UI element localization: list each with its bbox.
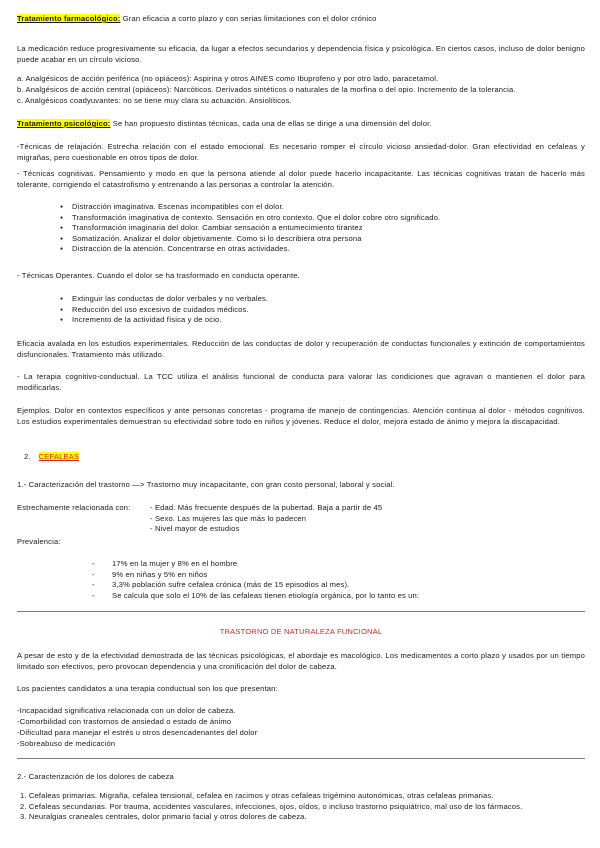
- oper-list: [60, 294, 580, 326]
- prev-list: [92, 559, 572, 601]
- estr-label: Estrechamente relacionada con:: [17, 503, 131, 512]
- list-item: - 9% en niñas y 5% en niños: [92, 570, 572, 581]
- cefaleas-caract: 1.- Caracterización del trastorno —> Trastorno muy incapacitante, con gran costo personal, laboral y social.: [17, 480, 395, 489]
- cefaleas-number: 2.: [24, 452, 31, 461]
- funcional-p1: A pesar de esto y de la efectividad demostrada de las técnicas psicológicas, el abordaje es macológico. Los medicamentos a corto plazo y usados por un tiempo limitado son efectivos, pero provocan dependencia y una cronificación del dolor de cabeza.: [17, 651, 585, 671]
- psico-oper: - Técnicas Operantes. Cuando el dolor se ha trasformado en conducta operante.: [17, 271, 300, 280]
- list-item: ● Distracción de la atención. Concentrarse en otras actividades.: [60, 244, 580, 255]
- estr-list: [150, 503, 382, 535]
- list-item: ● Extinguir las conductas de dolor verbales y no verbales.: [60, 294, 580, 305]
- psico-heading-rest: Se han propuesto distintas técnicas, cada una de ellas se dirige a una dimensión del dolor.: [110, 119, 432, 128]
- psico-cogn: - Técnicas cognitivas. Pensamiento y modo en que la persona atiende al dolor puede hacerlo incapacitante. Las técnicas cognitivas tratan de hacerlo más tolerante, corrigiendo el catastrofismo y entrenando a las personas a controlar la atención.: [17, 169, 585, 189]
- psico-relax: -Técnicas de relajación. Estrecha relación con el estado emocional. Es necesario romper el círculo vicioso ansiedad-dolor. Gran efectividad en cefaleas y migrañas, pero cuestionable en otros tipos de dolor.: [17, 142, 585, 162]
- funcional-item: -Dificultad para manejar el estrés u otros desencadenantes del dolor: [17, 728, 258, 737]
- funcional-item: -Incapacidad significativa relacionada con un dolor de cabeza.: [17, 706, 236, 715]
- list-item: 1. Cefaleas primarias. Migraña, cefalea tensional, cefalea en racimos y otras cefaleas trigémino autonómicas, otras cefaleas primarias.: [20, 791, 494, 800]
- funcional-p2: Los pacientes candidatos a una terapia conductual son los que presentan:: [17, 684, 278, 693]
- farm-heading-rest: Gran eficacia a corto plazo y con serias limitaciones con el dolor crónico: [120, 14, 377, 23]
- funcional-item: -Sobreabuso de medicación: [17, 739, 116, 748]
- list-item: - Se calcula que solo el 10% de las cefaleas tienen etiología orgánica, por lo tanto es un:: [92, 591, 572, 602]
- psico-heading: Tratamiento psicológico:: [17, 119, 111, 128]
- list-item: 3. Neuralgias craneales centrales, dolor primario facial y otros dolores de cabeza.: [20, 812, 307, 822]
- farm-item-c: c. Analgésicos coadyuvantes: no se tiene muy clara su actuación. Ansiolíticos.: [17, 96, 292, 105]
- farm-item-a: a. Analgésicos de acción periférica (no opiáceos): Aspirina y otros AINES como Ibuprofeno y por otro lado, paracetamol.: [17, 74, 439, 83]
- list-item: ● Somatización. Analizar el dolor objetivamente. Como si lo describiera otra persona: [60, 234, 580, 245]
- farm-intro: La medicación reduce progresivamente su eficacia, da lugar a efectos secundarios y dependencia física y psicológica. En ciertos casos, incluso de dolor benigno puede acabar en un círculo vicioso.: [17, 44, 585, 64]
- farm-heading-line: [17, 14, 585, 25]
- list-item: - 17% en la mujer y 8% en el hombre: [92, 559, 572, 570]
- divider: [17, 611, 585, 612]
- psico-tcc: - La terapia cognitivo-conductual. La TCC utiliza el análisis funcional de conducta para valorar las condiciones que agravan o mantienen el dolor para modificarlas.: [17, 372, 585, 392]
- list-item: ● Distracción imaginativa. Escenas incompatibles con el dolor.: [60, 202, 580, 213]
- list-item: ● Incremento de la actividad física y de ocio.: [60, 315, 580, 326]
- cefaleas-title: CEFALEAS: [38, 452, 80, 461]
- funcional-item: -Comorbilidad con trastornos de ansiedad o estado de ánimo: [17, 717, 232, 726]
- cogn-list: [60, 202, 580, 255]
- caract-dolores-list: [20, 791, 590, 823]
- list-item: - 3,3% población sufre cefalea crónica (más de 15 episodios al mes).: [92, 580, 572, 591]
- farm-item-b: b. Analgésicos de acción central (opiáceos): Narcóticos. Derivados sintéticos o naturales de la morfina o del opio. Incremento de la tolerancia.: [17, 85, 516, 94]
- prev-label: Prevalencia:: [17, 537, 61, 546]
- divider: [17, 758, 585, 759]
- list-item: - Nivel mayor de estudios: [150, 524, 240, 533]
- list-item: - Sexo. Las mujeres las que más lo padecen: [150, 513, 307, 523]
- caract-dolores-heading: 2.- Caracterización de los dolores de cabeza: [17, 772, 174, 781]
- list-item: ● Reducción del uso excesivo de cuidados médicos.: [60, 305, 580, 316]
- list-item: 2. Cefaleas secundarias. Por trauma, accidentes vasculares, infecciones, ojos, oídos, o incluso trastorno psiquiátrico, mal uso de los fármacos.: [20, 801, 523, 811]
- list-item: ● Transformación imaginativa de contexto. Sensación en otro contexto. Que el dolor cobre otro significado.: [60, 213, 580, 224]
- psico-eficacia: Eficacia avalada en los estudios experimentales. Reducción de las conductas de dolor y recuperación de conductas funcionales y extinción de comportamientos disfuncionales. Tratamiento más utilizado.: [17, 339, 585, 359]
- psico-heading-line: [17, 119, 585, 130]
- list-item: - Edad. Más frecuente después de la pubertad. Baja a partir de 45: [150, 503, 383, 512]
- list-item: ● Transformación imaginaria del dolor. Cambiar sensación a entumecimiento tirantez: [60, 223, 580, 234]
- psico-ejemplos: Ejemplos. Dolor en contextos específicos y ante personas concretas - programa de manejo de contingencias. Atención continua al dolor - métodos cognitivos. Los estudios experimentales demuestran su efectividad sobre todo en niños y jóvenes. Reduce el dolor, mejora estado de ánimo y mejora la discapacidad.: [17, 406, 585, 426]
- funcional-title: TRASTORNO DE NATURALEZA FUNCIONAL: [219, 627, 383, 636]
- farm-heading: Tratamiento farmacológico:: [17, 14, 121, 23]
- cefaleas-section-title: [24, 452, 79, 462]
